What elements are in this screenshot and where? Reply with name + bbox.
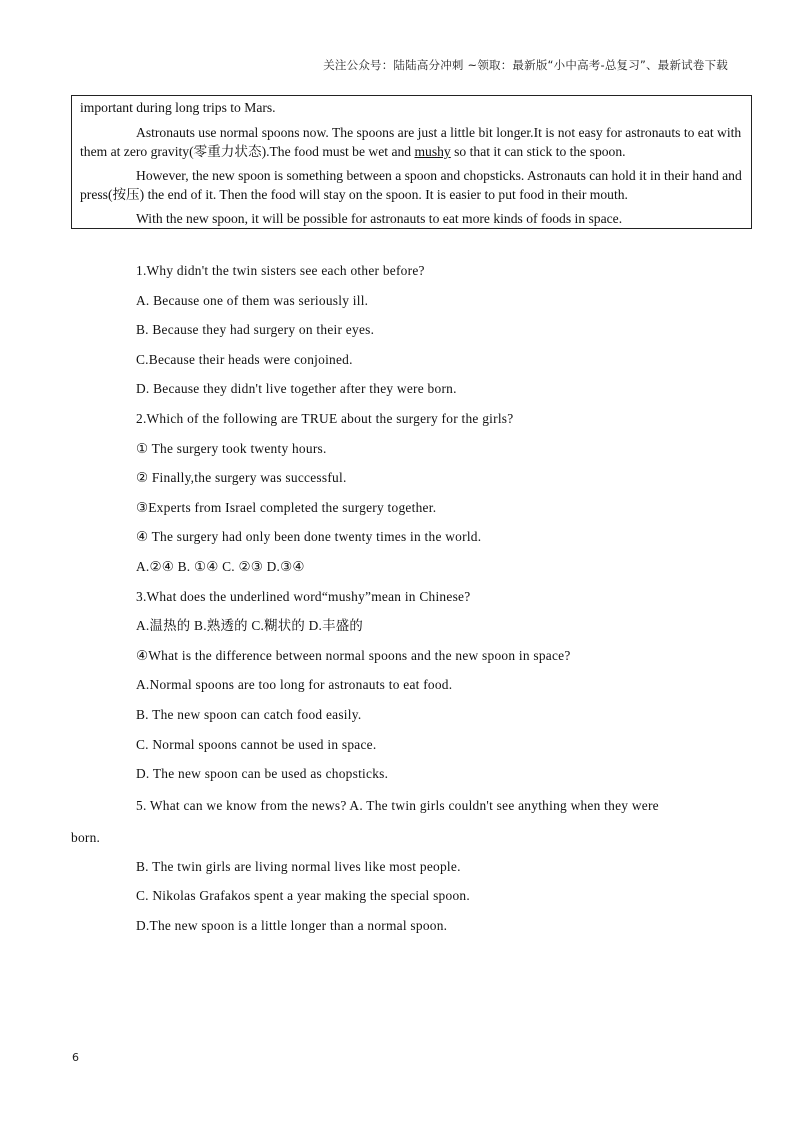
- question-5-stem-with-option-a: 5. What can we know from the news? A. The twin girls couldn't see anything when they were: [136, 798, 659, 814]
- question-2-statement-2: ② Finally,the surgery was successful.: [136, 470, 347, 486]
- question-2-statement-3: ③Experts from Israel completed the surgery together.: [136, 499, 437, 515]
- reading-passage-box: [71, 95, 752, 229]
- question-4-option-b: B. The new spoon can catch food easily.: [136, 706, 362, 722]
- question-2-stem: 2.Which of the following are TRUE about the surgery for the girls?: [136, 410, 514, 426]
- question-4-stem: ④What is the difference between normal spoons and the new spoon in space?: [136, 647, 571, 663]
- question-3-options: A.温热的 B.熟透的 C.糊状的 D.丰盛的: [136, 618, 364, 634]
- passage-p2-start: Astronauts use normal spoons now. The spoons are just a little bit longer.It is not easy for astronauts to eat with them at zero gravity(零重力状态).The food must be wet and: [80, 125, 742, 159]
- question-4-option-c: C. Normal spoons cannot be used in space.: [136, 736, 377, 752]
- question-5-option-c: C. Nikolas Grafakos spent a year making the special spoon.: [136, 888, 470, 904]
- question-list: [71, 260, 731, 944]
- question-4-option-d: D. The new spoon can be used as chopsticks.: [136, 766, 389, 782]
- passage-paragraph-1: important during long trips to Mars.: [80, 100, 276, 115]
- question-5-option-d: D.The new spoon is a little longer than a normal spoon.: [136, 917, 448, 933]
- question-5-option-a-continued: born.: [71, 829, 101, 845]
- passage-paragraph-4: With the new spoon, it will be possible for astronauts to eat more kinds of foods in space.: [136, 211, 623, 226]
- page-header: 关注公众号：陆陆高分冲刺 ~领取：最新版“小中高考-总复习”、最新试卷下载: [323, 58, 728, 72]
- question-2-options: A.②④ B. ①④ C. ②③ D.③④: [136, 558, 305, 574]
- question-2-statement-4: ④ The surgery had only been done twenty times in the world.: [136, 529, 482, 545]
- question-1-option-d: D. Because they didn't live together after they were born.: [136, 381, 457, 397]
- passage-p2-end: so that it can stick to the spoon.: [450, 144, 626, 159]
- question-1-option-b: B. Because they had surgery on their eyes.: [136, 322, 375, 338]
- passage-paragraph-3: However, the new spoon is something between a spoon and chopsticks. Astronauts can hold it in their hand and press(按压) the end of it. Then the food will stay on the spoon. It is easier to put food in their mouth.: [80, 168, 742, 202]
- question-2-statement-1: ① The surgery took twenty hours.: [136, 440, 327, 456]
- question-1-option-a: A. Because one of them was seriously ill.: [136, 292, 369, 308]
- question-4-option-a: A.Normal spoons are too long for astronauts to eat food.: [136, 677, 453, 693]
- question-1-stem: 1.Why didn't the twin sisters see each other before?: [136, 263, 425, 278]
- question-3-stem: 3.What does the underlined word“mushy”mean in Chinese?: [136, 588, 471, 604]
- page-number: 6: [72, 1051, 79, 1064]
- question-5-option-b: B. The twin girls are living normal lives like most people.: [136, 858, 461, 874]
- passage-paragraph-2: [80, 123, 743, 161]
- underlined-word-mushy: mushy: [414, 144, 451, 159]
- question-1-option-c: C.Because their heads were conjoined.: [136, 351, 353, 367]
